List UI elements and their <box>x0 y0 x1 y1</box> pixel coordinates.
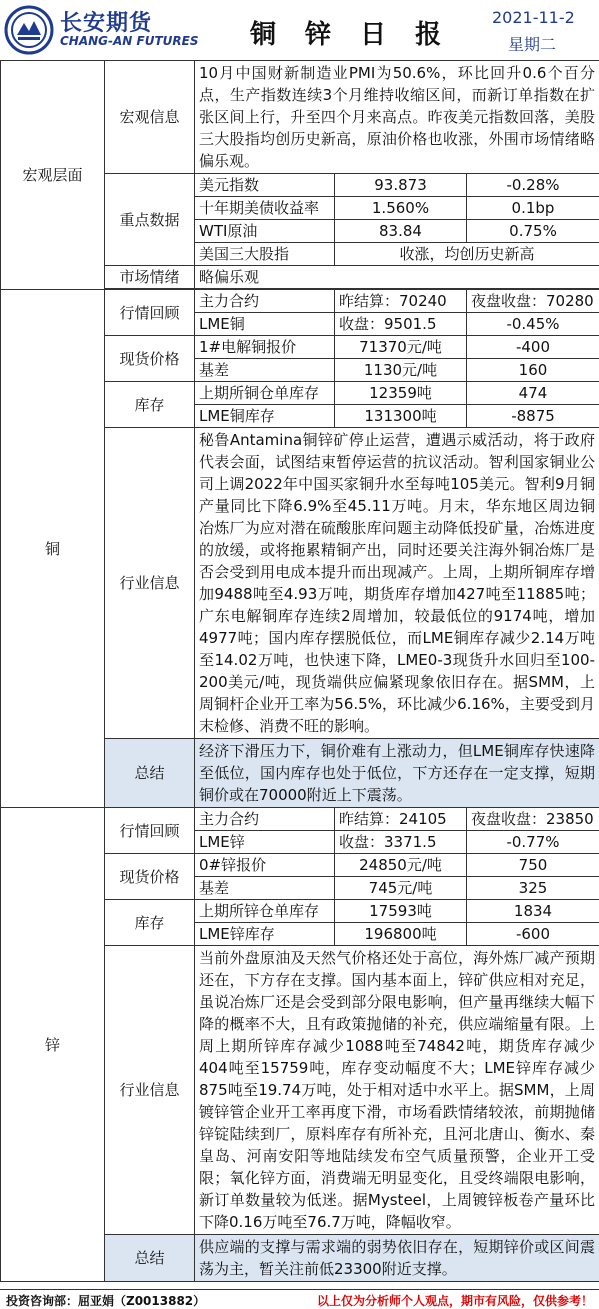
key-data-name: 美国三大股指 <box>195 243 335 266</box>
report-weekday: 星期二 <box>508 35 557 54</box>
copper-spot-item: 基差 <box>195 359 335 382</box>
zinc-spot-value: 745元/吨 <box>335 877 467 900</box>
company-logo-icon <box>4 5 54 55</box>
copper-spot-label: 现货价格 <box>105 336 195 382</box>
key-data-change: -0.28% <box>467 174 599 197</box>
copper-review-item: LME铜 <box>195 313 335 336</box>
zinc-review-value: 收盘：3371.5 <box>335 831 467 854</box>
copper-stock-label: 库存 <box>105 382 195 428</box>
copper-stock-value: 12359吨 <box>335 382 467 405</box>
copper-review-change: -0.45% <box>467 313 599 336</box>
copper-review-row <box>1 290 599 313</box>
key-data-label: 重点数据 <box>105 174 195 266</box>
zinc-spot-change: 750 <box>467 854 599 877</box>
sentiment-label: 市场情绪 <box>105 266 195 289</box>
copper-spot-change: 160 <box>467 359 599 382</box>
macro-info-label: 宏观信息 <box>105 61 195 174</box>
key-data-value: 93.873 <box>335 174 467 197</box>
zinc-spot-item: 基差 <box>195 877 335 900</box>
zinc-spot-label: 现货价格 <box>105 854 195 900</box>
sentiment-value: 略偏乐观 <box>195 266 599 289</box>
zinc-stock-value: 17593吨 <box>335 900 467 923</box>
copper-review-label: 行情回顾 <box>105 290 195 336</box>
copper-review-item: 主力合约 <box>195 290 335 313</box>
zinc-stock-change: -600 <box>467 923 599 946</box>
key-data-change: 0.75% <box>467 220 599 243</box>
zinc-review-item: 主力合约 <box>195 808 335 831</box>
copper-spot-change: -400 <box>467 336 599 359</box>
zinc-spot-change: 325 <box>467 877 599 900</box>
copper-review-change: 夜盘收盘：70280 <box>467 290 599 313</box>
zinc-spot-value: 24850元/吨 <box>335 854 467 877</box>
report-table <box>0 60 599 1282</box>
zinc-review-change: 夜盘收盘：23850 <box>467 808 599 831</box>
analyst-credit: 投资咨询部：屈亚娟（Z0013882） <box>6 1294 206 1308</box>
copper-review-value: 昨结算：70240 <box>335 290 467 313</box>
report-footer <box>0 1289 599 1309</box>
copper-stock-change: -8875 <box>467 405 599 428</box>
key-data-value: 83.84 <box>335 220 467 243</box>
key-data-name: 十年期美债收益率 <box>195 197 335 220</box>
copper-spot-item: 1#电解铜报价 <box>195 336 335 359</box>
risk-disclaimer: 以上仅为分析师个人观点，期市有风险，仅供参考！ <box>316 1294 593 1308</box>
key-data-note: 收涨，均创历史新高 <box>335 243 599 266</box>
zinc-review-change: -0.77% <box>467 831 599 854</box>
zinc-summary-label: 总结 <box>105 1235 195 1282</box>
key-data-change: 0.1bp <box>467 197 599 220</box>
key-data-name: WTI原油 <box>195 220 335 243</box>
zinc-stock-value: 196800吨 <box>335 923 467 946</box>
company-name-cn: 长安期货 <box>60 11 153 36</box>
copper-stock-change: 474 <box>467 382 599 405</box>
zinc-industry-text: 当前外盘原油及天然气价格还处于高位，海外炼厂减产预期还在，下方存在支撑。国内基本面上，锌矿供应相对充足，虽说冶炼厂还是会受到部分限电影响，但产量再继续大幅下降的概率不大，且有政策抛储的补充，供应端缩量有限。上周上期所锌库存减少1088吨至74842吨，期货库存减少404吨至15759吨，库存变动幅度不大；LME锌库存减少875吨至19.74万吨，处于相对适中水平上。据SMM，上周镀锌管企业开工率再度下滑，市场看跌情绪较浓，前期抛储锌锭陆续到厂，原料库存有所补充，且河北唐山、衡水、秦皇岛、河南安阳等地陆续发布空气质量预警，企业开工受限；氧化锌方面，消费端无明显变化，且受终端限电影响，新订单数量较为低迷。据Mysteel，上周镀锌板卷产量环比下降0.16万吨至76.7万吨，降幅收窄。 <box>195 946 599 1235</box>
zinc-review-item: LME锌 <box>195 831 335 854</box>
copper-spot-value: 1130元/吨 <box>335 359 467 382</box>
key-data-value: 1.560% <box>335 197 467 220</box>
zinc-stock-change: 1834 <box>467 900 599 923</box>
copper-stock-item: LME铜库存 <box>195 405 335 428</box>
zinc-review-value: 昨结算：24105 <box>335 808 467 831</box>
zinc-section-label: 锌 <box>1 808 105 1282</box>
copper-industry-label: 行业信息 <box>105 428 195 739</box>
macro-section-label: 宏观层面 <box>1 61 105 290</box>
macro-info-row <box>1 61 599 174</box>
copper-section-label: 铜 <box>1 290 105 808</box>
macro-info-text: 10月中国财新制造业PMI为50.6%，环比回升0.6个百分点，生产指数连续3个月维持收缩区间，而新订单指数在扩张区间上行，升至四个月来高点。昨夜美元指数回落，美股三大股指均创历史新高，原油价格也收涨，外围市场情绪略偏乐观。 <box>195 61 599 174</box>
company-name-en: CHANG-AN FUTURES <box>60 34 199 48</box>
copper-review-value: 收盘：9501.5 <box>335 313 467 336</box>
zinc-review-label: 行情回顾 <box>105 808 195 854</box>
zinc-stock-item: LME锌库存 <box>195 923 335 946</box>
copper-stock-item: 上期所铜仓单库存 <box>195 382 335 405</box>
zinc-stock-label: 库存 <box>105 900 195 946</box>
copper-stock-value: 131300吨 <box>335 405 467 428</box>
copper-summary-label: 总结 <box>105 739 195 808</box>
zinc-industry-label: 行业信息 <box>105 946 195 1235</box>
copper-spot-value: 71370元/吨 <box>335 336 467 359</box>
key-data-name: 美元指数 <box>195 174 335 197</box>
zinc-summary-text: 供应端的支撑与需求端的弱势依旧存在，短期锌价或区间震荡为主，暂关注前低23300附近支撑。 <box>195 1235 599 1282</box>
report-date: 2021-11-2 <box>492 8 575 27</box>
zinc-review-row <box>1 808 599 831</box>
copper-summary-text: 经济下滑压力下，铜价难有上涨动力，但LME铜库存快速降至低位，国内库存也处于低位，下方还存在一定支撑，短期铜价或在70000附近上下震荡。 <box>195 739 599 808</box>
report-header <box>0 0 599 60</box>
copper-industry-text: 秘鲁Antamina铜锌矿停止运营，遭遇示威活动，将于政府代表会面，试图结束暂停运营的抗议活动。智利国家铜业公司上调2022年中国买家铜升水至每吨105美元。智利9月铜产量同比下降6.9%至45.11万吨。月末，华东地区周边铜冶炼厂为应对潜在硫酸胀库问题主动降低投矿量，冶炼进度的放缓，或将拖累精铜产出，同时还要关注海外铜冶炼厂是否会受到用电成本提升而出现减产。上周，上期所铜库存增加9488吨至4.93万吨，期货库存增加427吨至11885吨；广东电解铜库存连续2周增加，较最低位的9174吨，增加4977吨；国内库存摆脱低位，而LME铜库存减少2.14万吨至14.02万吨，也快速下降，LME0-3现货升水回归至100-200美元/吨，现货端供应偏紧现象依旧存在。据SMM，上周铜杆企业开工率为56.5%，环比减少6.16%，主要受到月末检修、消费不旺的影响。 <box>195 428 599 739</box>
report-title: 铜 锌 日 报 <box>250 20 452 50</box>
zinc-spot-item: 0#锌报价 <box>195 854 335 877</box>
zinc-stock-item: 上期所锌仓单库存 <box>195 900 335 923</box>
